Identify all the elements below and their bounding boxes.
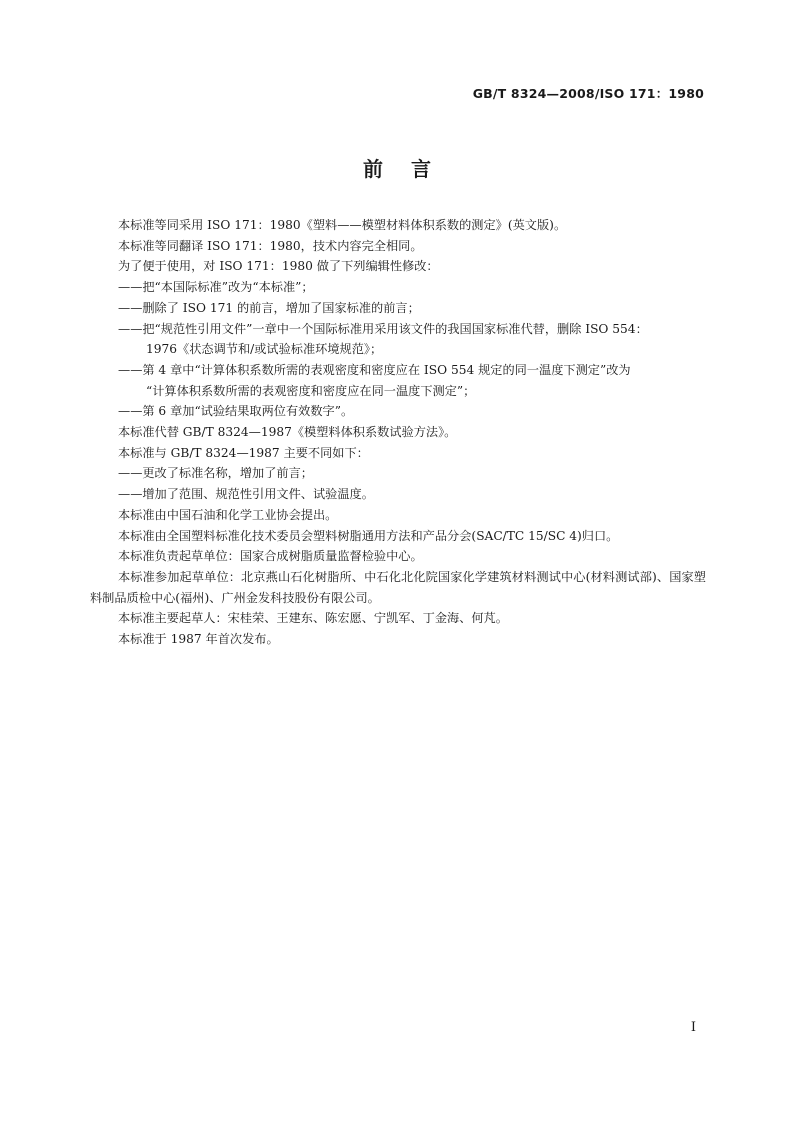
paragraph-translation: 本标准等同翻译 ISO 171：1980，技术内容完全相同。 bbox=[118, 238, 423, 253]
paragraph-differences-intro: 本标准与 GB/T 8324—1987 主要不同如下： bbox=[118, 445, 369, 460]
page-title: 前言 bbox=[363, 157, 459, 181]
paragraph-edits-intro: 为了便于使用，对 ISO 171：1980 做了下列编辑性修改： bbox=[118, 259, 439, 274]
edit-item: ——第 6 章加“试验结果取两位有效数字”。 bbox=[118, 404, 354, 419]
foreword-body bbox=[90, 215, 706, 650]
edit-item: ——删除了 ISO 171 的前言，增加了国家标准的前言； bbox=[118, 300, 420, 315]
paragraph-adoption: 本标准等同采用 ISO 171：1980《塑料——模塑材料体积系数的测定》(英文版)。 bbox=[118, 218, 567, 232]
edit-item: ——把“规范性引用文件”一章中一个国际标准用采用该文件的我国国家标准代替，删除 ISO 554： 1976《状态调节和/或试验标准环境规范》； bbox=[118, 321, 648, 357]
paragraph-participating-units: 本标准参加起草单位：北京燕山石化树脂所、中石化北化院国家化学建筑材料测试中心(材料测试部)、国家塑料制品质检中心(福州)、广州金发科技股份有限公司。 bbox=[90, 569, 706, 605]
paragraph-committee: 本标准由全国塑料标准化技术委员会塑料树脂通用方法和产品分会(SAC/TC 15/SC 4)归口。 bbox=[118, 528, 619, 543]
difference-item: ——增加了范围、规范性引用文件、试验温度。 bbox=[118, 487, 374, 502]
paragraph-drafting-unit: 本标准负责起草单位：国家合成树脂质量监督检验中心。 bbox=[118, 549, 423, 564]
edit-item: ——把“本国际标准”改为“本标准”； bbox=[118, 280, 314, 295]
paragraph-proposer: 本标准由中国石油和化学工业协会提出。 bbox=[118, 507, 338, 522]
paragraph-drafters: 本标准主要起草人：宋桂荣、王建东、陈宏愿、宁凯军、丁金海、何芃。 bbox=[118, 611, 508, 626]
edit-item: ——第 4 章中“计算体积系数所需的表观密度和密度应在 ISO 554 规定的同一温度下测定”改为 “计算体积系数所需的表观密度和密度应在同一温度下测定”； bbox=[118, 362, 631, 398]
paragraph-first-release: 本标准于 1987 年首次发布。 bbox=[118, 632, 279, 647]
paragraph-replaces: 本标准代替 GB/T 8324—1987《模塑料体积系数试验方法》。 bbox=[118, 425, 457, 440]
standard-code: GB/T 8324—2008/ISO 171：1980 bbox=[472, 86, 704, 101]
page-number: I bbox=[690, 1020, 696, 1035]
difference-item: ——更改了标准名称，增加了前言； bbox=[118, 466, 313, 481]
